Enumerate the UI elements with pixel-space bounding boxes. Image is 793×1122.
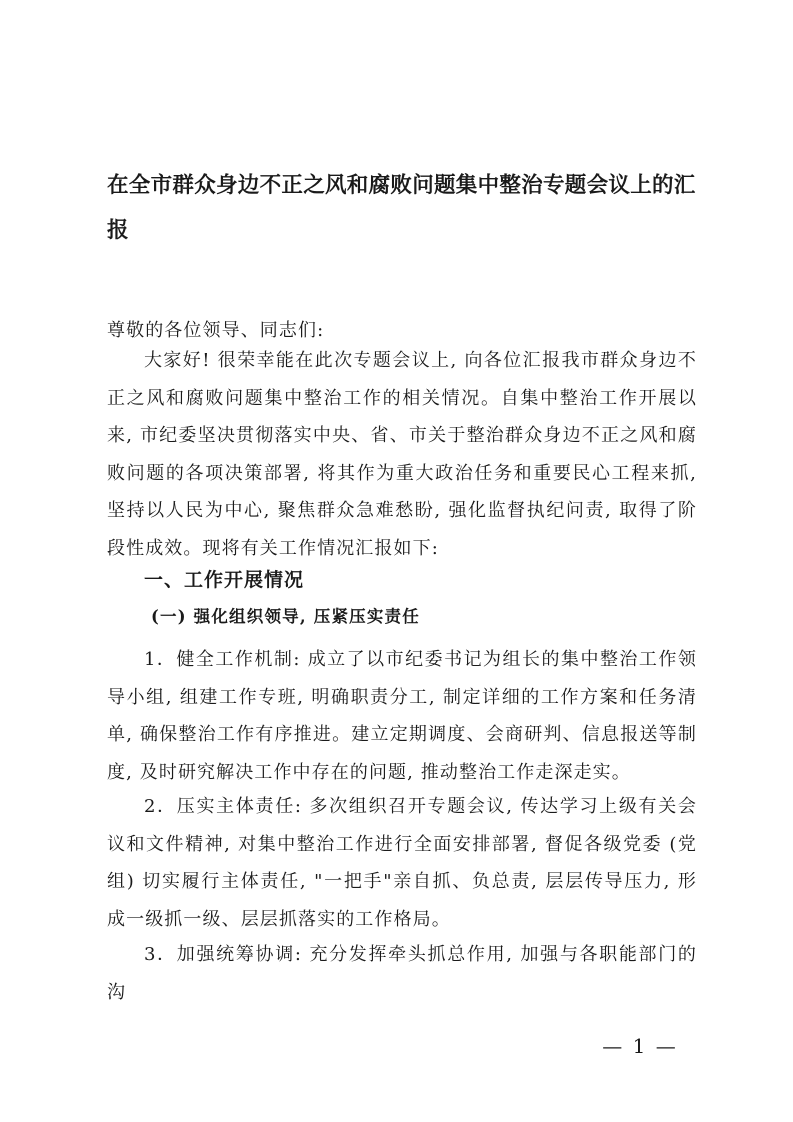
subsection-heading: (一) 强化组织领导, 压紧压实责任 [151, 607, 420, 626]
list-item: 2．压实主体责任: 多次组织召开专题会议, 传达学习上级有关会议和文件精神, 对集中整治工作进行全面安排部署, 督促各级党委 (党组) 切实履行主体责任, "一把手"亲自抓、负总责, 层层传导压力, 形成一级抓一级、层层抓落实的工作格局。 [107, 796, 697, 930]
page-number: — 1 — [602, 1034, 678, 1058]
section-heading: 一、工作开展情况 [144, 569, 305, 591]
salutation: 尊敬的各位领导、同志们: [107, 320, 325, 341]
list-item: 1．健全工作机制: 成立了以市纪委书记为组长的集中整治工作领导小组, 组建工作专班, 明确职责分工, 制定详细的工作方案和任务清单, 确保整治工作有序推进。建立定期调度、会商研判、信息报送等制度, 及时研究解决工作中存在的问题, 推动整治工作走深走实。 [107, 649, 697, 783]
document-title: 在全市群众身边不正之风和腐败问题集中整治专题会议上的汇报 [107, 173, 696, 243]
intro-paragraph: 大家好! 很荣幸能在此次专题会议上, 向各位汇报我市群众身边不正之风和腐败问题集中整治工作的相关情况。自集中整治工作开展以来, 市纪委坚决贯彻落实中央、省、市关于整治群众身边不正之风和腐败问题的各项决策部署, 将其作为重大政治任务和重要民心工程来抓, 坚持以人民为中心, 聚焦群众急难愁盼, 强化监督执纪问责, 取得了阶段性成效。现将有关工作情况汇报如下: [107, 350, 697, 559]
list-item: 3．加强统筹协调: 充分发挥牵头抓总作用, 加强与各职能部门的沟 [107, 944, 697, 1003]
